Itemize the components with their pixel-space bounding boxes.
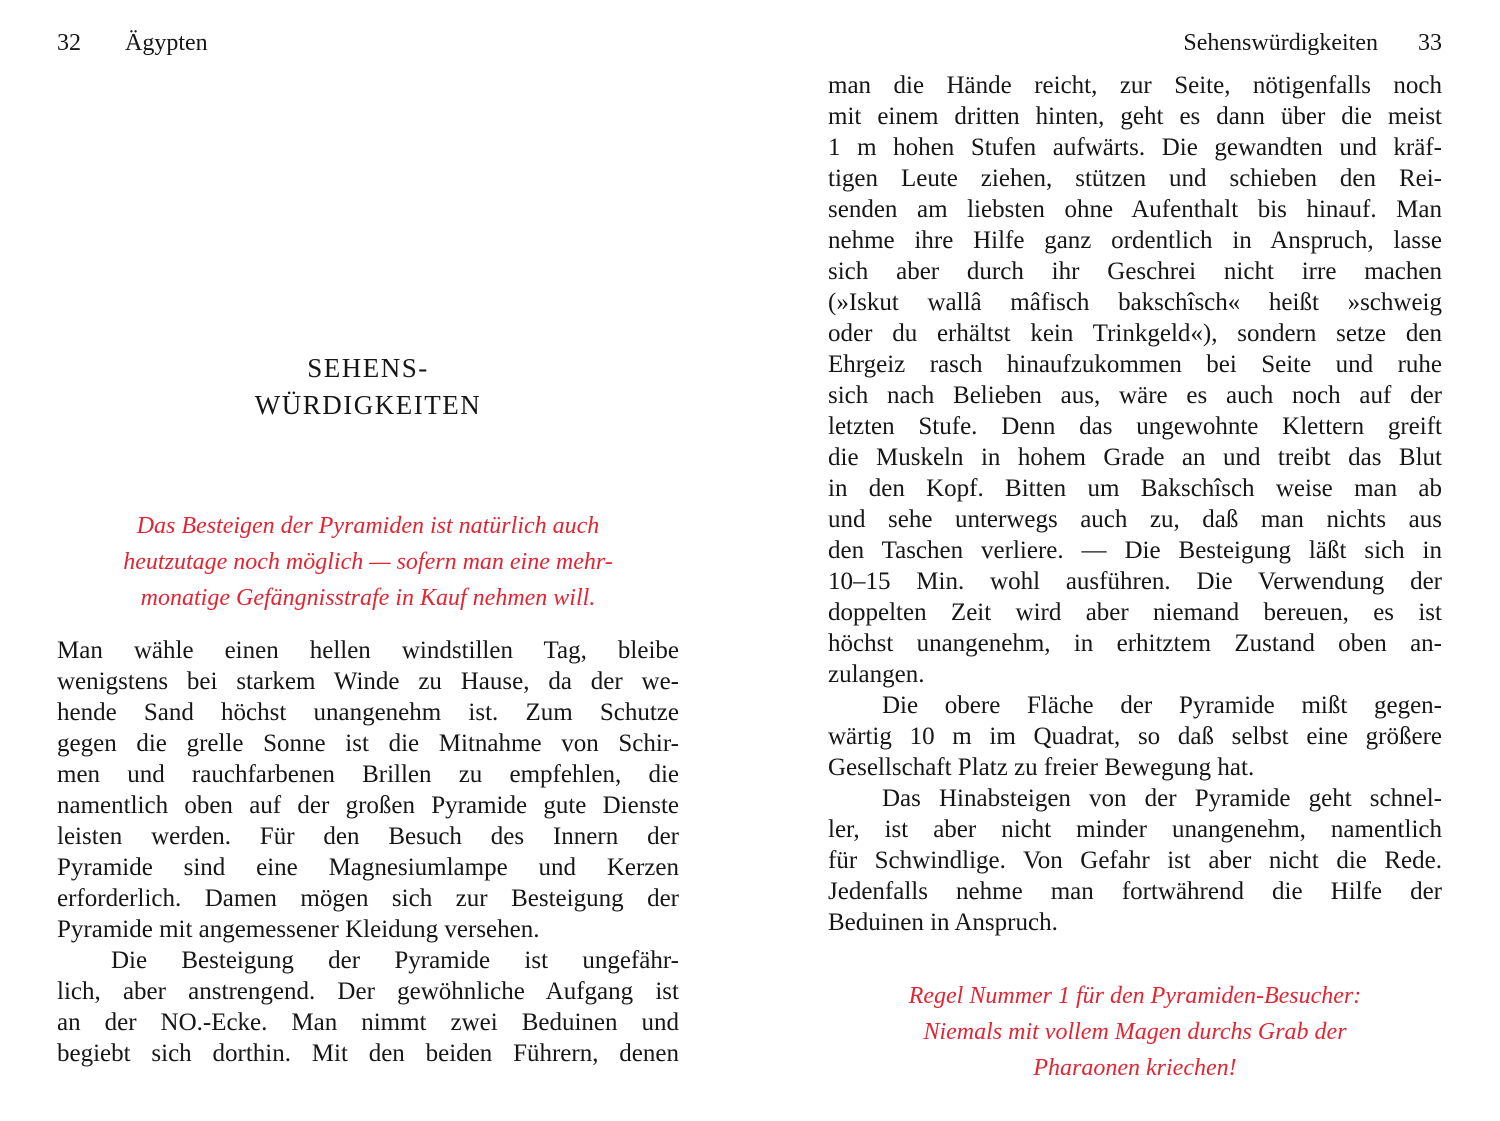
page-left	[57, 0, 679, 1121]
body-line: 10–15 Min. wohl ausführen. Die Verwendung der	[828, 568, 1442, 595]
epigraph-right	[828, 978, 1442, 1086]
body-line: in den Kopf. Bitten um Bakschîsch weise man ab	[828, 475, 1442, 502]
body-line: Das Hinabsteigen von der Pyramide geht schnel-	[882, 785, 1442, 812]
body-line: Beduinen in Anspruch.	[828, 909, 1058, 936]
page-right	[828, 0, 1442, 1121]
body-line: gegen die grelle Sonne ist die Mitnahme von Schir-	[57, 730, 679, 757]
body-line: hende Sand höchst unangenehm ist. Zum Schutze	[57, 699, 679, 726]
epigraph-line: monatige Gefängnisstrafe in Kauf nehmen will.	[140, 585, 596, 611]
running-header-left	[57, 30, 679, 57]
body-line: höchst unangenehm, in erhitztem Zustand oben an-	[828, 630, 1442, 657]
body-line: Gesellschaft Platz zu freier Bewegung hat.	[828, 754, 1255, 781]
epigraph-line: Pharaonen kriechen!	[1033, 1055, 1237, 1081]
body-line: und sehe unterwegs auch zu, daß man nichts aus	[828, 506, 1442, 533]
body-line: ler, ist aber nicht minder unangenehm, namentlich	[828, 816, 1442, 843]
page-number-left: 32	[57, 30, 81, 56]
body-line: zulangen.	[828, 661, 925, 688]
body-line: leisten werden. Für den Besuch des Innern der	[57, 823, 679, 850]
running-head-left: Ägypten	[125, 30, 208, 56]
epigraph-line: Regel Nummer 1 für den Pyramiden-Besucher:	[908, 983, 1362, 1009]
body-line: (»Iskut wallâ mâfisch bakschîsch« heißt »schweig	[828, 289, 1442, 316]
body-line: Man wähle einen hellen windstillen Tag, bleibe	[57, 637, 679, 664]
body-text-left	[57, 635, 679, 1069]
epigraph-line: heutzutage noch möglich — sofern man eine mehr-	[123, 549, 613, 575]
body-line: sich nach Belieben aus, wäre es auch noch auf der	[828, 382, 1442, 409]
body-line: oder du erhältst kein Trinkgeld«), sondern setze den	[828, 320, 1442, 347]
body-line: Pyramide mit angemessener Kleidung versehen.	[57, 916, 540, 943]
body-line: wärtig 10 m im Quadrat, so daß selbst eine größere	[828, 723, 1442, 750]
body-line: begiebt sich dorthin. Mit den beiden Führern, denen	[57, 1040, 679, 1067]
body-line: mit einem dritten hinten, geht es dann über die meist	[828, 103, 1442, 130]
body-line: Die obere Fläche der Pyramide mißt gegen-	[882, 692, 1442, 719]
body-line: erforderlich. Damen mögen sich zur Besteigung der	[57, 885, 679, 912]
body-line: man die Hände reicht, zur Seite, nötigenfalls noch	[828, 72, 1442, 99]
body-text-right	[828, 70, 1442, 938]
running-header-right	[828, 30, 1442, 57]
body-line: die Muskeln in hohem Grade an und treibt das Blut	[828, 444, 1442, 471]
body-line: Ehrgeiz rasch hinaufzukommen bei Seite und ruhe	[828, 351, 1442, 378]
body-line: nehme ihre Hilfe ganz ordentlich in Anspruch, lasse	[828, 227, 1442, 254]
epigraph-line: Das Besteigen der Pyramiden ist natürlich auch	[136, 513, 600, 539]
body-line: 1 m hohen Stufen aufwärts. Die gewandten und kräf-	[828, 134, 1442, 161]
body-line: den Taschen verliere. — Die Besteigung läßt sich in	[828, 537, 1442, 564]
body-line: an der NO.-Ecke. Man nimmt zwei Beduinen und	[57, 1009, 679, 1036]
running-head-right: Sehenswürdigkeiten	[1183, 30, 1378, 56]
body-line: wenigstens bei starkem Winde zu Hause, da der we-	[57, 668, 679, 695]
section-heading-line: WÜRDIGKEITEN	[254, 390, 482, 420]
body-line: doppelten Zeit wird aber niemand bereuen, es ist	[828, 599, 1442, 626]
page-number-right: 33	[1418, 30, 1442, 56]
epigraph-line: Niemals mit vollem Magen durchs Grab der	[923, 1019, 1347, 1045]
body-line: Jedenfalls nehme man fortwährend die Hilfe der	[828, 878, 1442, 905]
body-line: tigen Leute ziehen, stützen und schieben den Rei-	[828, 165, 1442, 192]
body-line: lich, aber anstrengend. Der gewöhnliche Aufgang ist	[57, 978, 679, 1005]
body-line: Pyramide sind eine Magnesiumlampe und Kerzen	[57, 854, 679, 881]
body-line: senden am liebsten ohne Aufenthalt bis hinauf. Man	[828, 196, 1442, 223]
body-line: namentlich oben auf der großen Pyramide gute Dienste	[57, 792, 679, 819]
body-line: Die Besteigung der Pyramide ist ungefähr-	[111, 947, 679, 974]
section-heading-line: SEHENS-	[307, 353, 429, 383]
body-line: für Schwindlige. Von Gefahr ist aber nicht die Rede.	[828, 847, 1442, 874]
body-line: sich aber durch ihr Geschrei nicht irre machen	[828, 258, 1442, 285]
epigraph-left	[57, 508, 679, 616]
section-heading	[57, 350, 679, 424]
body-line: men und rauchfarbenen Brillen zu empfehlen, die	[57, 761, 679, 788]
body-line: letzten Stufe. Denn das ungewohnte Klettern greift	[828, 413, 1442, 440]
